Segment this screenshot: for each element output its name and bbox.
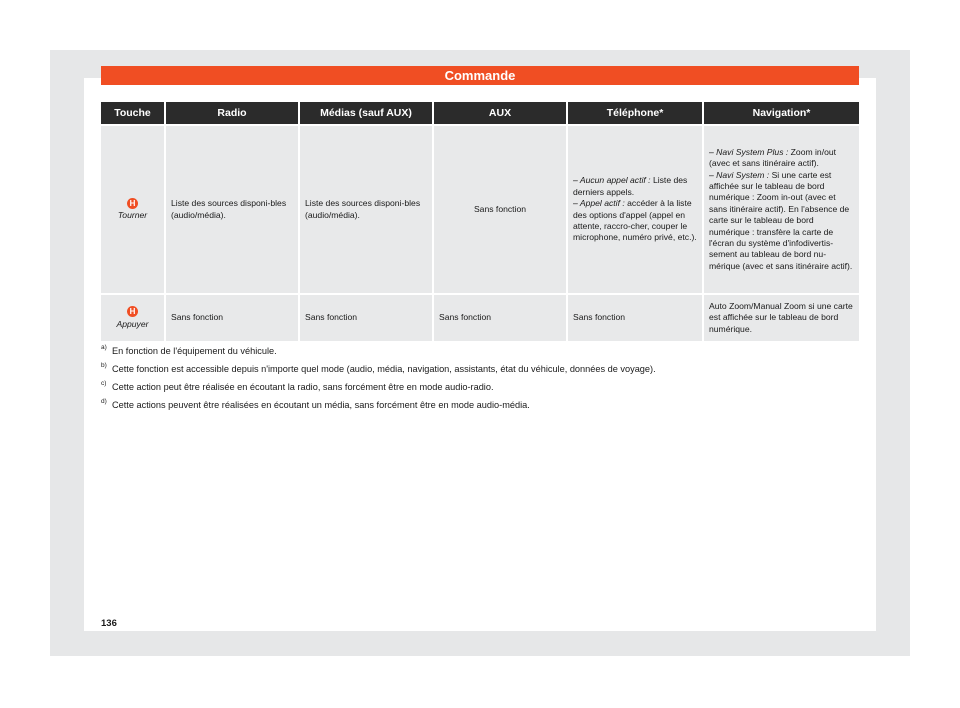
footnote xyxy=(101,363,859,375)
key-action-label: Tourner xyxy=(117,210,148,220)
section-banner: Commande xyxy=(101,66,859,85)
navigation-option-label: – Navi System Plus : xyxy=(709,146,789,157)
telephone-option-label: – Aucun appel actif : xyxy=(573,175,651,186)
aux-cell: Sans fonction xyxy=(432,293,566,341)
table-header-row xyxy=(101,102,859,124)
footnote-mark: a) xyxy=(101,344,107,351)
table-row xyxy=(101,293,859,341)
navigation-cell xyxy=(702,124,859,293)
footnote-text: En fonction de l'équipement du véhicule. xyxy=(112,346,277,356)
footnote-mark: d) xyxy=(101,398,107,405)
footnote xyxy=(101,345,859,357)
header-navigation: Navigation* xyxy=(702,102,859,124)
controls-table xyxy=(101,102,859,341)
header-radio: Radio xyxy=(164,102,298,124)
telephone-option-text: accéder à la liste des options d'appel (appel en attente, raccro-cher, couper le microphone, numéro privé, etc.). xyxy=(573,198,697,243)
medias-cell: Liste des sources disponi-bles (audio/média). xyxy=(298,124,432,293)
footnotes xyxy=(101,345,859,417)
page-number: 136 xyxy=(101,618,117,629)
aux-cell: Sans fonction xyxy=(432,124,566,293)
footnote-text: Cette actions peuvent être réalisées en écoutant un média, sans forcément être en mode audio-média. xyxy=(112,400,530,410)
telephone-option-label: – Appel actif : xyxy=(573,198,625,209)
radio-cell: Sans fonction xyxy=(164,293,298,341)
table-row xyxy=(101,124,859,293)
header-aux: AUX xyxy=(432,102,566,124)
footnote xyxy=(101,399,859,411)
medias-cell: Sans fonction xyxy=(298,293,432,341)
footnote xyxy=(101,381,859,393)
telephone-cell: Sans fonction xyxy=(566,293,702,341)
telephone-option-text: Liste des derniers appels. xyxy=(573,175,688,197)
key-cell xyxy=(101,124,164,293)
navigation-option-label: – Navi System : xyxy=(709,169,770,180)
footnote-mark: c) xyxy=(101,380,107,387)
radio-cell: Liste des sources disponi-bles (audio/média). xyxy=(164,124,298,293)
navigation-cell: Auto Zoom/Manual Zoom si une carte est affichée sur le tableau de bord numérique. xyxy=(702,293,859,341)
key-action-label: Appuyer xyxy=(116,318,149,329)
footnote-mark: b) xyxy=(101,362,107,369)
h-key-icon: H xyxy=(127,198,138,209)
h-key-icon: H xyxy=(127,306,138,317)
header-medias: Médias (sauf AUX) xyxy=(298,102,432,124)
telephone-cell xyxy=(566,124,702,293)
navigation-option-text: Si une carte est affichée sur le tableau de bord numérique : Zoom in-out (avec et sans itinéraire actif). En l'absence de carte sur le tableau de bord numérique : transfère la carte de l'écran du système d'infodivertis-sement au tableau de bord nu-mérique (avec et sans itinéraire actif). xyxy=(709,169,853,271)
header-touche: Touche xyxy=(101,102,164,124)
navigation-option-text: Zoom in/out (avec et sans itinéraire actif). xyxy=(709,146,837,169)
key-cell xyxy=(101,293,164,341)
header-telephone: Téléphone* xyxy=(566,102,702,124)
footnote-text: Cette action peut être réalisée en écoutant la radio, sans forcément être en mode audio-radio. xyxy=(112,382,494,392)
footnote-text: Cette fonction est accessible depuis n'importe quel mode (audio, média, navigation, assistants, état du véhicule, données de voyage). xyxy=(112,364,656,374)
